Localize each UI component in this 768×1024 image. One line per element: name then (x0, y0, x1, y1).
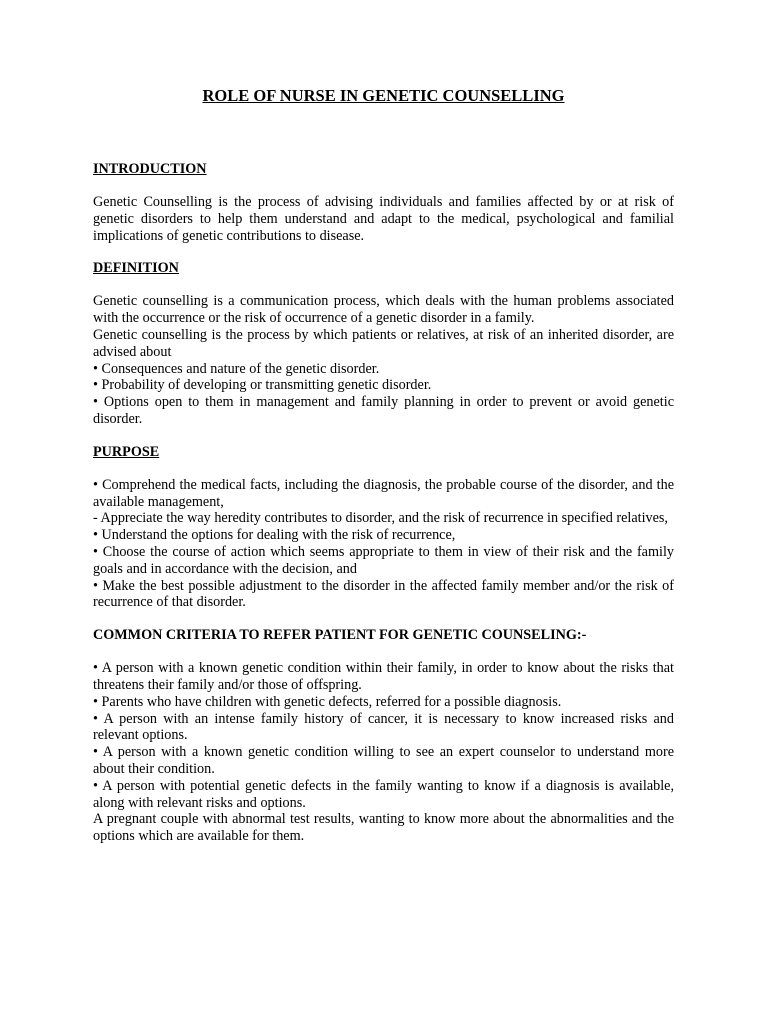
list-item: • Make the best possible adjustment to the disorder in the affected family member and/or the risk of recurrence of that disorder. (93, 577, 674, 611)
section-introduction (93, 161, 674, 244)
list-item: • A person with a known genetic condition within their family, in order to know about the risks that threatens their family and/or those of offspring. (93, 660, 674, 693)
paragraph: Genetic counselling is a communication process, which deals with the human problems associated with the occurrence or the risk of occurrence of a genetic disorder in a family. (93, 293, 674, 327)
list-item: • Probability of developing or transmitting genetic disorder. (93, 377, 432, 394)
list-item: • A person with an intense family history of cancer, it is necessary to know increased risks and relevant options. (93, 710, 674, 744)
section-purpose (93, 444, 674, 611)
section-heading: COMMON CRITERIA TO REFER PATIENT FOR GENETIC COUNSELING:- (93, 627, 587, 644)
section-definition (93, 260, 674, 427)
paragraph: A pregnant couple with abnormal test results, wanting to know more about the abnormalities and the options which are available for them. (93, 811, 674, 845)
list-item: • Options open to them in management and family planning in order to prevent or avoid genetic disorder. (93, 394, 674, 427)
document-title: ROLE OF NURSE IN GENETIC COUNSELLING (202, 86, 565, 105)
section-common-criteria (93, 627, 674, 845)
list-item: • Parents who have children with genetic defects, referred for a possible diagnosis. (93, 693, 562, 710)
list-item: • Choose the course of action which seems appropriate to them in view of their risk and the family goals and in accordance with the decision, and (93, 543, 674, 577)
list-item: • Comprehend the medical facts, including the diagnosis, the probable course of the disorder, and the available management, (93, 476, 674, 510)
paragraph: Genetic counselling is the process by which patients or relatives, at risk of an inherited disorder, are advised about (93, 326, 674, 360)
list-item: • Understand the options for dealing with the risk of recurrence, (93, 527, 456, 544)
paragraph: Genetic Counselling is the process of advising individuals and families affected by or at risk of genetic disorders to help them understand and adapt to the medical, psychological and familial implications of genetic contributions to disease. (93, 194, 674, 244)
list-item: • A person with potential genetic defects in the family wanting to know if a diagnosis is available, along with relevant risks and options. (93, 777, 674, 811)
section-heading: PURPOSE (93, 443, 160, 460)
list-item: • A person with a known genetic condition willing to see an expert counselor to understand more about their condition. (93, 744, 674, 777)
list-item: - Appreciate the way heredity contributes to disorder, and the risk of recurrence in specified relatives, (93, 510, 668, 527)
section-heading: INTRODUCTION (93, 161, 207, 177)
section-heading: DEFINITION (93, 260, 179, 277)
list-item: • Consequences and nature of the genetic disorder. (93, 360, 380, 377)
